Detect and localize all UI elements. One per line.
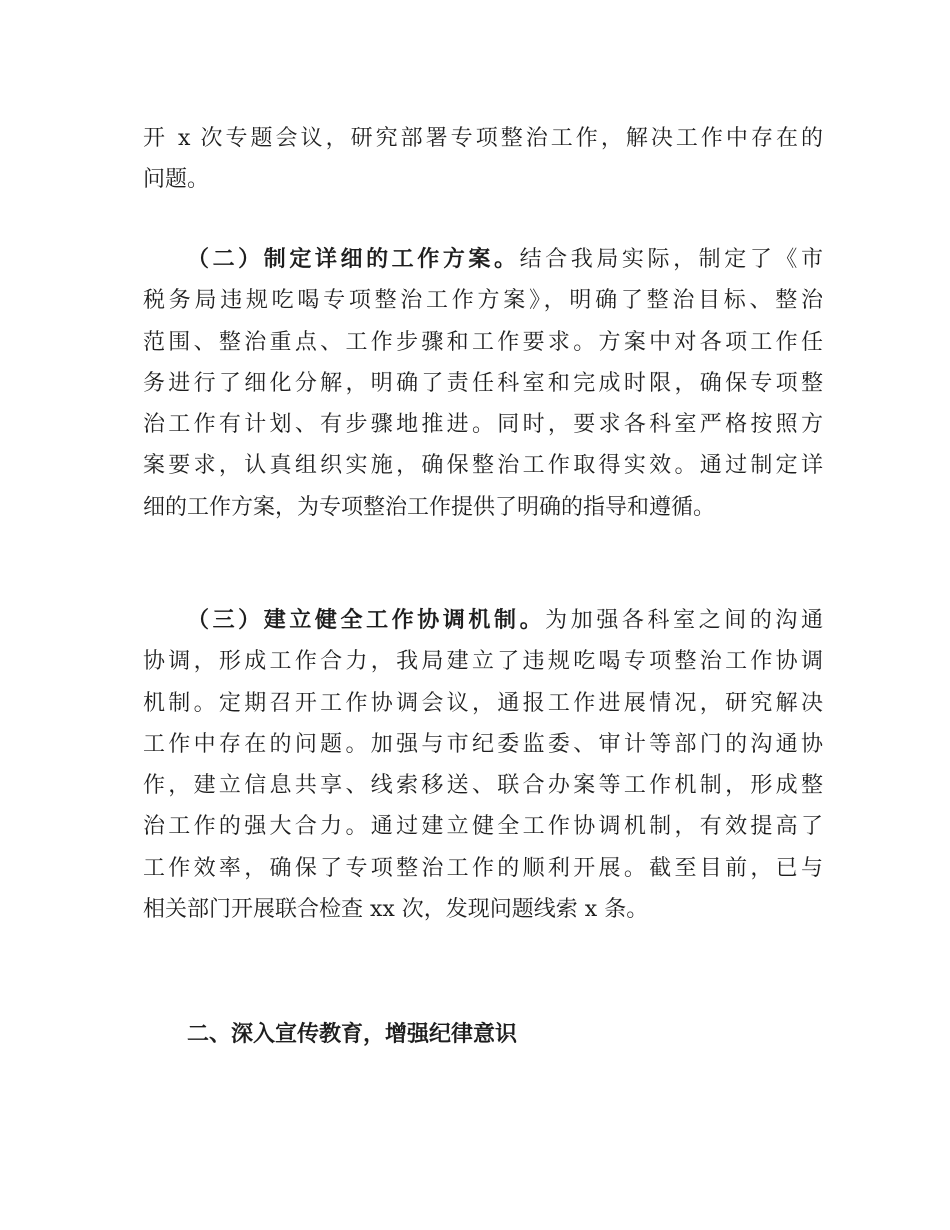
text-run: 为加强各科室之间的沟通 (545, 608, 823, 633)
subsection-title-work-plan: （二）制定详细的工作方案。 (187, 247, 520, 272)
paragraph-work-plan (143, 239, 823, 528)
text-line: 细的工作方案，为专项整治工作提供了明确的指导和遵循。 (143, 494, 716, 520)
text-line (143, 600, 823, 641)
text-line: 税务局违规吃喝专项整治工作方案》，明确了整治目标、整治 (143, 288, 823, 314)
section-heading: 二、深入宣传教育，增强纪律意识 (187, 1022, 518, 1047)
text-line: 协调，形成工作合力，我局建立了违规吃喝专项整治工作协调 (143, 649, 823, 675)
text-line: 案要求，认真组织实施，确保整治工作取得实效。通过制定详 (143, 453, 823, 479)
text-line: 机制。定期召开工作协调会议，通报工作进展情况，研究解决 (143, 690, 823, 716)
text-line: 作，建立信息共享、线索移送、联合办案等工作机制，形成整 (143, 773, 823, 799)
text-line: 开 x 次专题会议，研究部署专项整治工作，解决工作中存在的 (143, 126, 823, 151)
paragraph-continuation (143, 118, 823, 201)
paragraph-coordination-mechanism (143, 600, 823, 930)
text-line: 问题。 (143, 167, 210, 193)
text-line: 治工作有计划、有步骤地推进。同时，要求各科室严格按照方 (143, 412, 823, 438)
text-line: 务进行了细化分解，明确了责任科室和完成时限，确保专项整 (143, 370, 823, 396)
text-line (143, 239, 823, 280)
text-line: 相关部门开展联合检查 xx 次，发现问题线索 x 条。 (143, 897, 649, 923)
text-line: 工作效率，确保了专项整治工作的顺利开展。截至目前，已与 (143, 855, 823, 881)
text-line: 治工作的强大合力。通过建立健全工作协调机制，有效提高了 (143, 814, 823, 840)
text-line: 工作中存在的问题。加强与市纪委监委、审计等部门的沟通协 (143, 731, 823, 757)
subsection-title-coordination: （三）建立健全工作协调机制。 (187, 608, 546, 633)
text-run: 结合我局实际，制定了《市 (519, 247, 823, 272)
text-line: 范围、整治重点、工作步骤和工作要求。方案中对各项工作任 (143, 329, 823, 355)
